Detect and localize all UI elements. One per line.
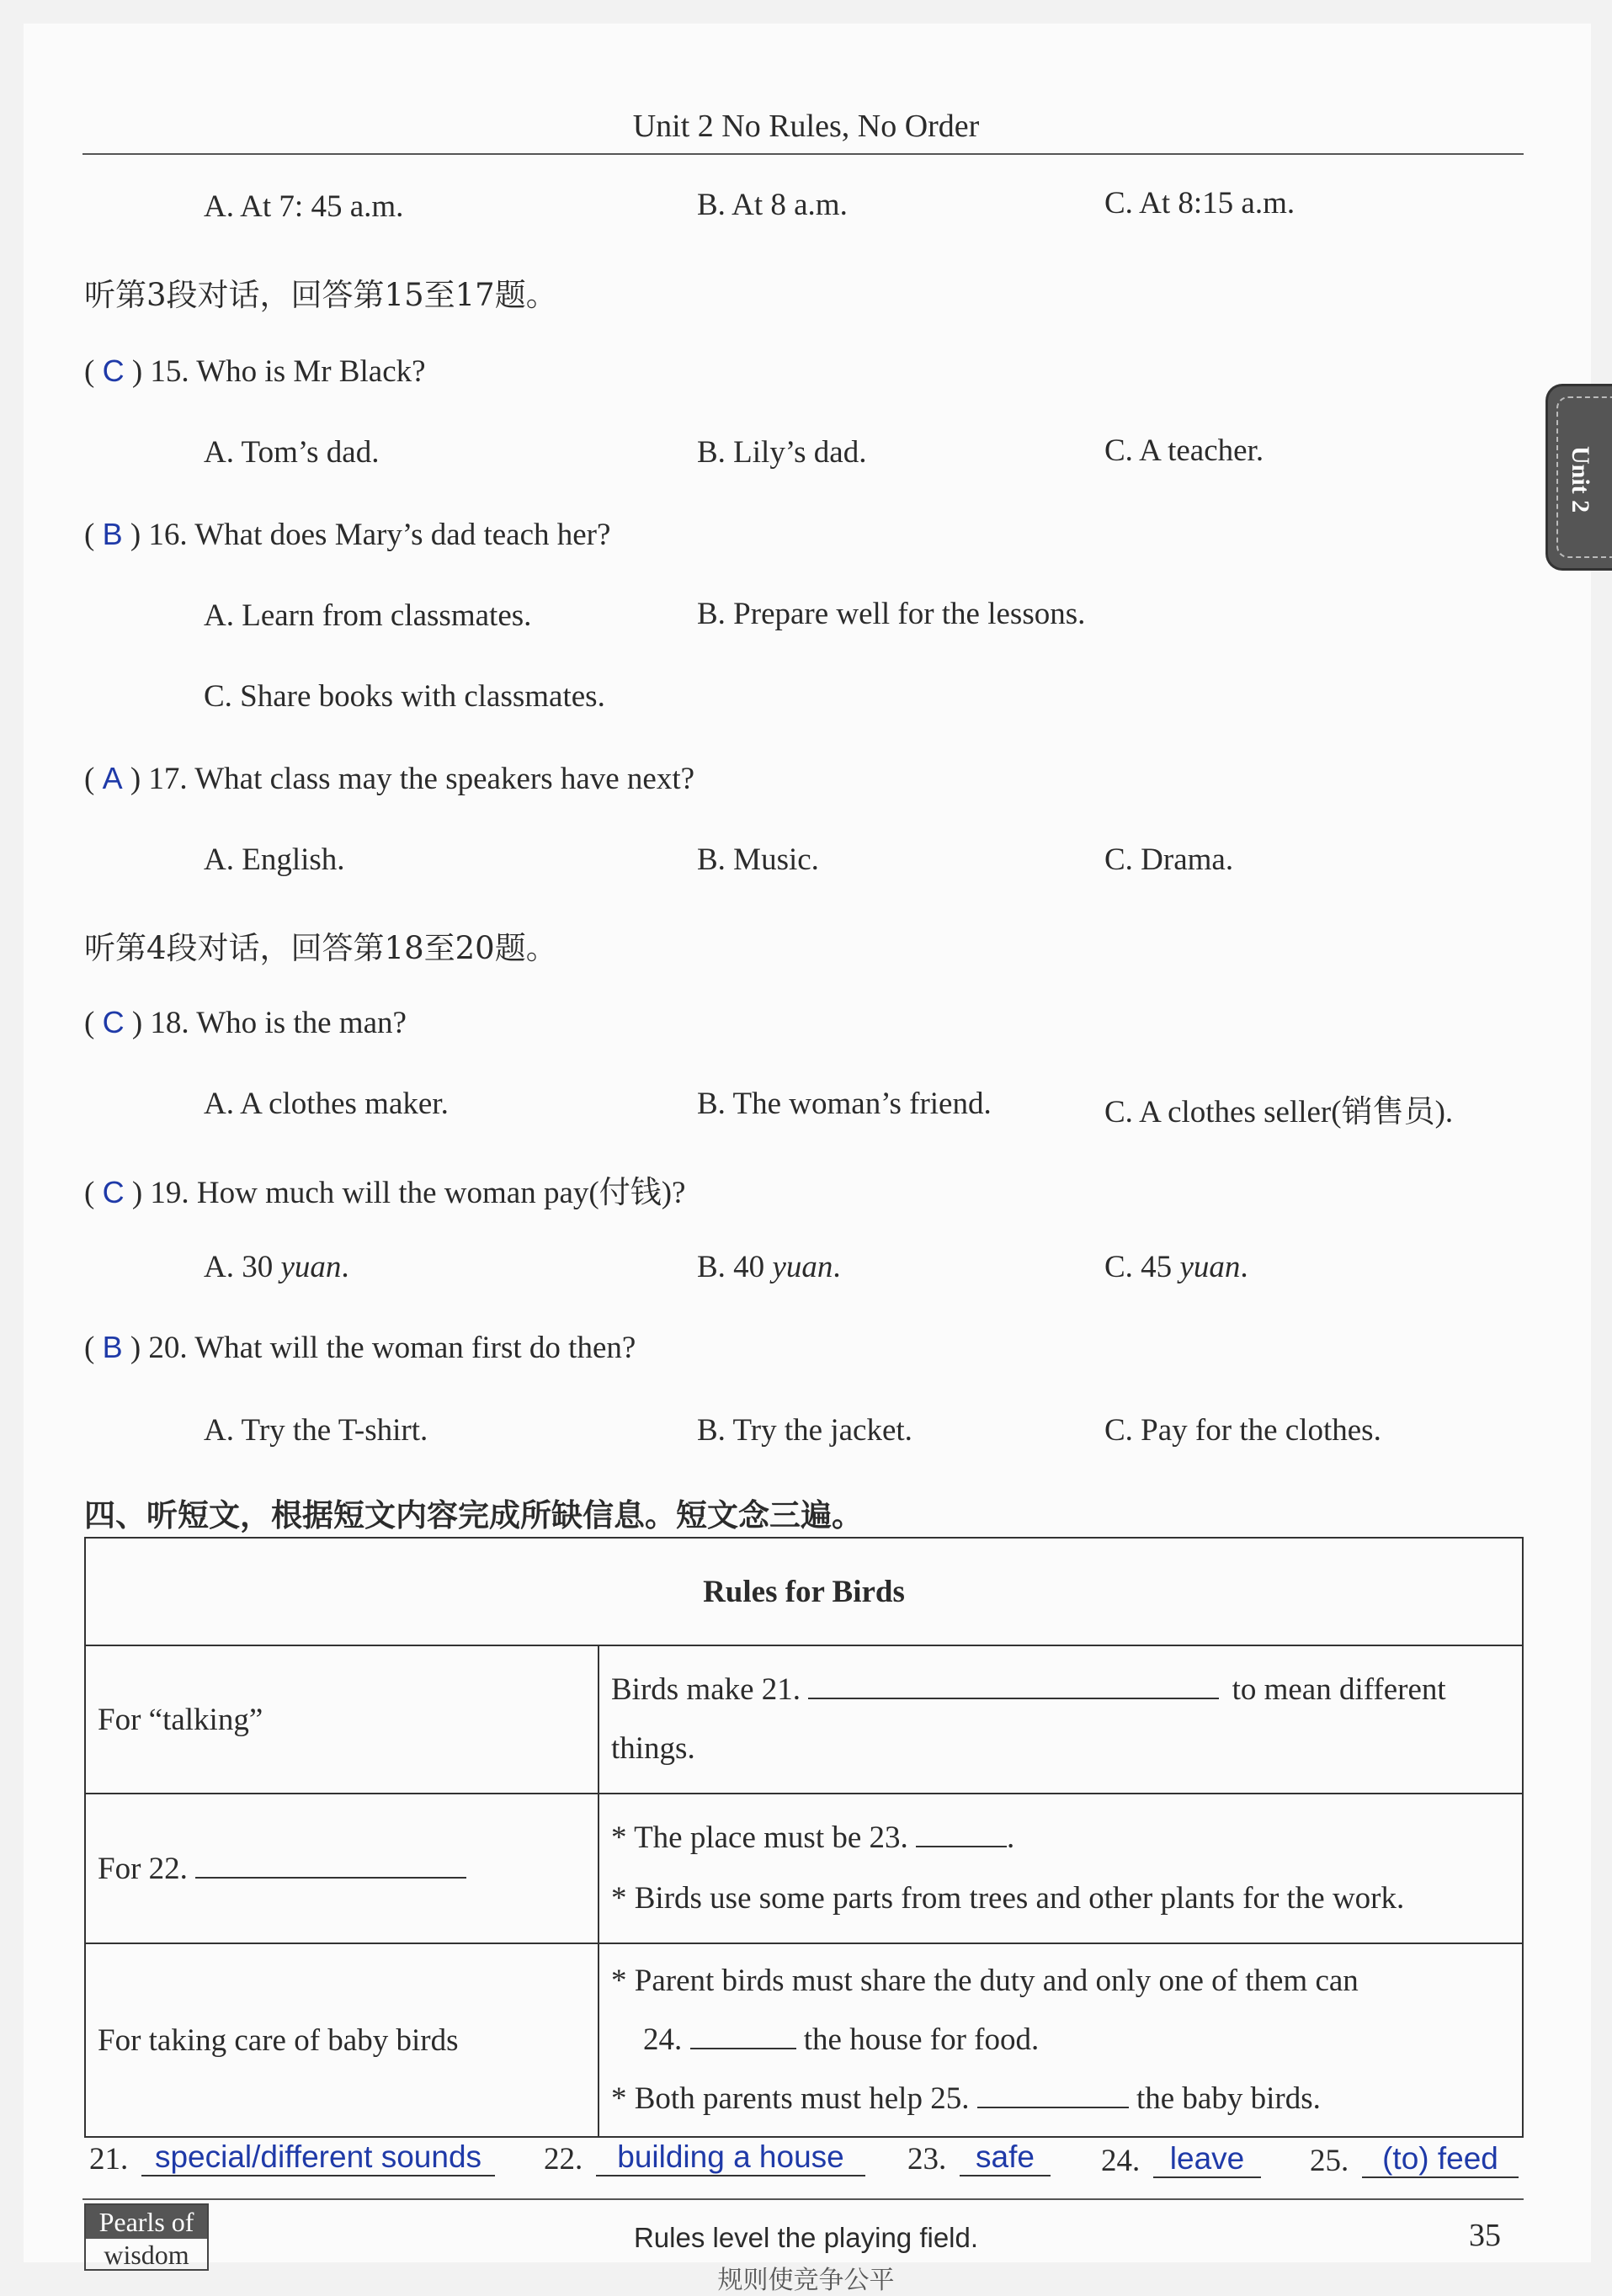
option-c: C. At 8:15 a.m. (1104, 186, 1295, 221)
page-number: 35 (1469, 2218, 1501, 2253)
q15-option-c: C. A teacher. (1104, 433, 1264, 468)
row3-content: * Parent birds must share the duty and only one of them can 24. the house for food. * Both parents must help 25. the baby birds. (599, 1943, 1523, 2137)
q16-option-a: A. Learn from classmates. (204, 598, 532, 633)
answer-24: leave (1153, 2141, 1261, 2178)
answer-15: C (102, 353, 125, 388)
answer-21-num: 21. (89, 2142, 129, 2176)
q19-option-a: A. 30 yuan. (204, 1250, 349, 1284)
q18-option-c: C. A clothes seller(销售员). (1104, 1095, 1454, 1129)
section4-instruction: 听第4段对话，回答第18至20题。 (84, 930, 557, 966)
footer-motto-chinese: 规则使竞争公平 (717, 2266, 895, 2295)
q20-option-c: C. Pay for the clothes. (1104, 1413, 1381, 1448)
answer-17: A (102, 761, 123, 795)
question-19-text: 19. How much will the woman pay(付钱)? (150, 1176, 686, 1210)
question-17-text: 17. What class may the speakers have next? (148, 762, 695, 796)
footer-motto: Rules level the playing field. (633, 2222, 979, 2253)
answer-19: C (102, 1175, 125, 1209)
answer-22: building a house (596, 2139, 865, 2176)
q15-option-b: B. Lily’s dad. (697, 435, 867, 470)
row2-content: * The place must be 23. . * Birds use some parts from trees and other plants for the work. (599, 1794, 1523, 1943)
header-rule (82, 153, 1524, 155)
question-19: ( C ) 19. How much will the woman pay(付钱)? (84, 1175, 686, 1210)
question-16-text: 16. What does Mary’s dad teach her? (148, 518, 611, 552)
q19-option-c: C. 45 yuan. (1104, 1250, 1248, 1284)
question-20: ( B ) 20. What will the woman first do then? (84, 1330, 636, 1365)
answer-24-num: 24. (1101, 2144, 1141, 2178)
answer-16: B (102, 517, 123, 551)
question-16: ( B ) 16. What does Mary’s dad teach her? (84, 517, 611, 552)
unit-tab-label: Unit 2 (1567, 446, 1594, 513)
q17-option-b: B. Music. (697, 842, 819, 877)
answer-20: B (102, 1330, 123, 1364)
q18-option-b: B. The woman’s friend. (697, 1087, 992, 1121)
question-15: ( C ) 15. Who is Mr Black? (84, 353, 426, 389)
footer-rule (82, 2198, 1524, 2200)
q18-option-a: A. A clothes maker. (204, 1087, 449, 1121)
answer-21: special/different sounds (141, 2139, 495, 2176)
row1-content: Birds make 21. to mean different things. (599, 1645, 1523, 1794)
q16-option-b: B. Prepare well for the lessons. (697, 597, 1086, 631)
option-b: B. At 8 a.m. (697, 188, 848, 222)
rules-table (84, 1537, 1524, 2138)
row2-label: For 22. (85, 1794, 599, 1943)
answer-25: (to) feed (1362, 2141, 1519, 2178)
part4-heading: 四、听短文，根据短文内容完成所缺信息。短文念三遍。 (84, 1497, 863, 1533)
question-20-text: 20. What will the woman first do then? (148, 1331, 636, 1365)
pearls-top-text: Pearls of (86, 2205, 207, 2239)
table-title: Rules for Birds (85, 1538, 1523, 1645)
row1-label: For “talking” (85, 1645, 599, 1794)
q17-option-c: C. Drama. (1104, 842, 1234, 877)
unit-side-tab (1545, 384, 1612, 571)
row3-label: For taking care of baby birds (85, 1943, 599, 2137)
answer-23: safe (960, 2139, 1051, 2176)
q20-option-a: A. Try the T-shirt. (204, 1413, 428, 1448)
answer-25-num: 25. (1310, 2144, 1349, 2178)
pearls-bottom-text: wisdom (104, 2240, 189, 2270)
answer-23-num: 23. (907, 2142, 947, 2176)
question-18-text: 18. Who is the man? (150, 1006, 407, 1040)
q20-option-b: B. Try the jacket. (697, 1413, 912, 1448)
question-18: ( C ) 18. Who is the man? (84, 1005, 407, 1040)
q15-option-a: A. Tom’s dad. (204, 435, 380, 470)
page-header: Unit 2 No Rules, No Order (632, 109, 980, 144)
question-17: ( A ) 17. What class may the speakers have next? (84, 761, 695, 796)
question-15-text: 15. Who is Mr Black? (150, 354, 426, 389)
section3-instruction: 听第3段对话，回答第15至17题。 (84, 277, 557, 313)
answer-22-num: 22. (544, 2142, 583, 2176)
q16-option-c: C. Share books with classmates. (204, 679, 605, 714)
option-a: A. At 7: 45 a.m. (204, 189, 404, 224)
q17-option-a: A. English. (204, 842, 345, 877)
q19-option-b: B. 40 yuan. (697, 1250, 841, 1284)
answer-18: C (102, 1005, 125, 1039)
